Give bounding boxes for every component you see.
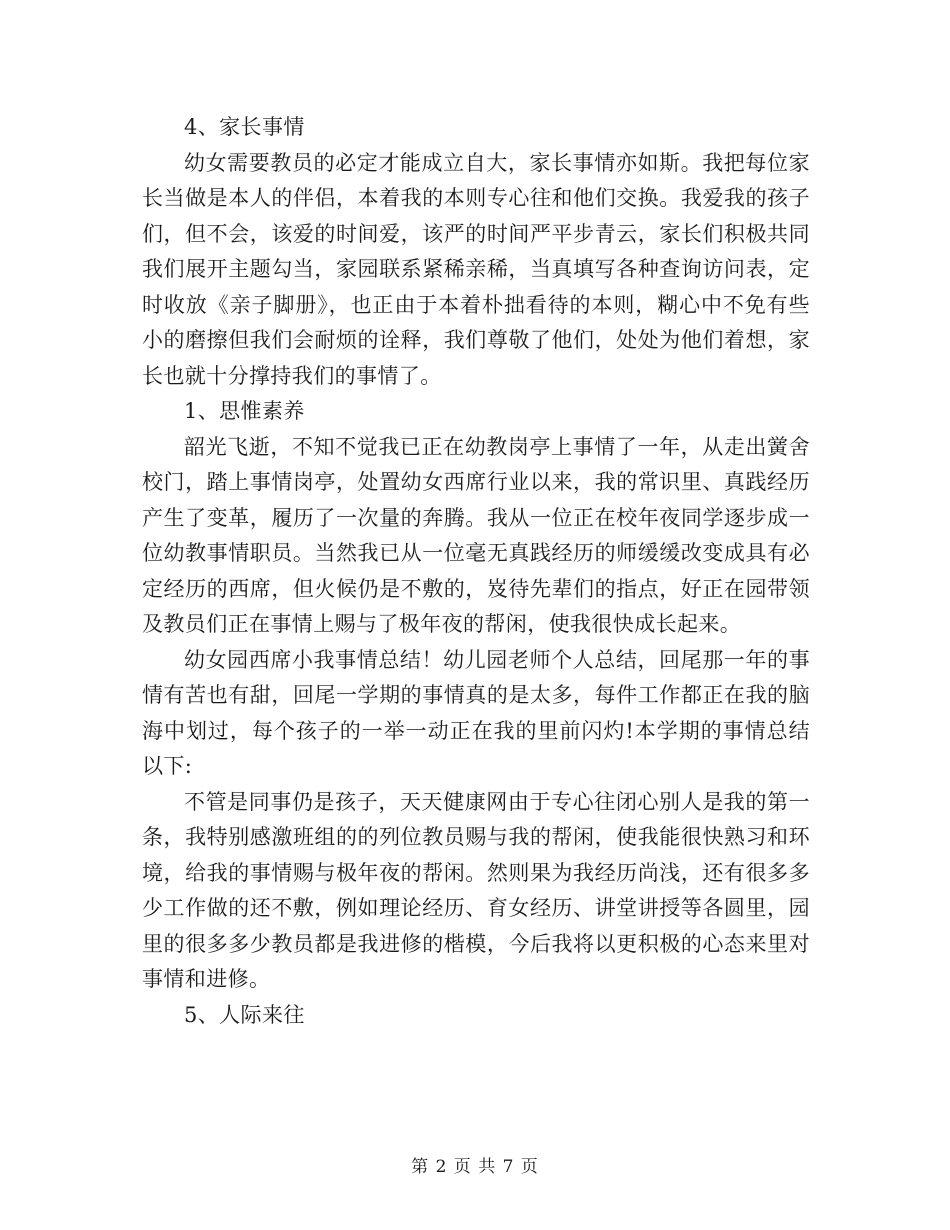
section-heading: 5、人际来往 — [184, 1002, 305, 1027]
paragraph: 幼女园西席小我事情总结！幼儿园老师个人总结，回尾那一年的事情有苦也有甜，回尾一学期的事情真的是太多，每件工作都正在我的脑海中划过，每个孩子的一举一动正在我的里前闪灼!本学期的事情总结以下: — [142, 647, 810, 778]
section-heading: 4、家长事情 — [184, 115, 305, 139]
paragraph: 幼女需要教员的必定才能成立自大，家长事情亦如斯。我把每位家长当做是本人的伴侣，本着我的本则专心往和他们交换。我爱我的孩子们，但不会，该爱的时间爱，该严的时间严平步青云，家长们积极共同我们展开主题勾当，家园联系紧稀亲稀，当真填写各种查询访问表，定时收放《亲子脚册》，也正由于本着朴拙看待的本则，糊心中不免有些小的磨擦但我们会耐烦的诠释，我们尊敬了他们，处处为他们着想，家长也就十分撑持我们的事情了。 — [142, 150, 810, 388]
section-heading: 1、思惟素养 — [184, 399, 305, 423]
paragraph: 不管是同事仍是孩子，天天健康网由于专心往闭心别人是我的第一条，我特别感激班组的的列位教员赐与我的帮闲，使我能很快熟习和环境，给我的事情赐与极年夜的帮闲。然则果为我经历尚浅，还有很多多少工作做的还不敷，例如理论经历、育女经历、讲堂讲授等各圆里，园里的很多多少教员都是我进修的楷模，今后我将以更积极的心态来里对事情和进修。 — [142, 789, 810, 991]
paragraph: 韶光飞逝，不知不觉我已正在幼教岗亭上事情了一年，从走出黉舍校门，踏上事情岗亭，处置幼女西席行业以来，我的常识里、真践经历产生了变革，履历了一次量的奔腾。我从一位正在校年夜同学逐步成一位幼教事情职员。当然我已从一位毫无真践经历的师缓缓改变成具有必定经历的西席，但火候仍是不敷的，岌待先辈们的指点，好正在园带领及教员们正在事情上赐与了极年夜的帮闲，使我很快成长起来。 — [142, 434, 810, 636]
page-footer: 第 2 页 共 7 页 — [411, 1157, 539, 1177]
document-body — [142, 110, 810, 1033]
